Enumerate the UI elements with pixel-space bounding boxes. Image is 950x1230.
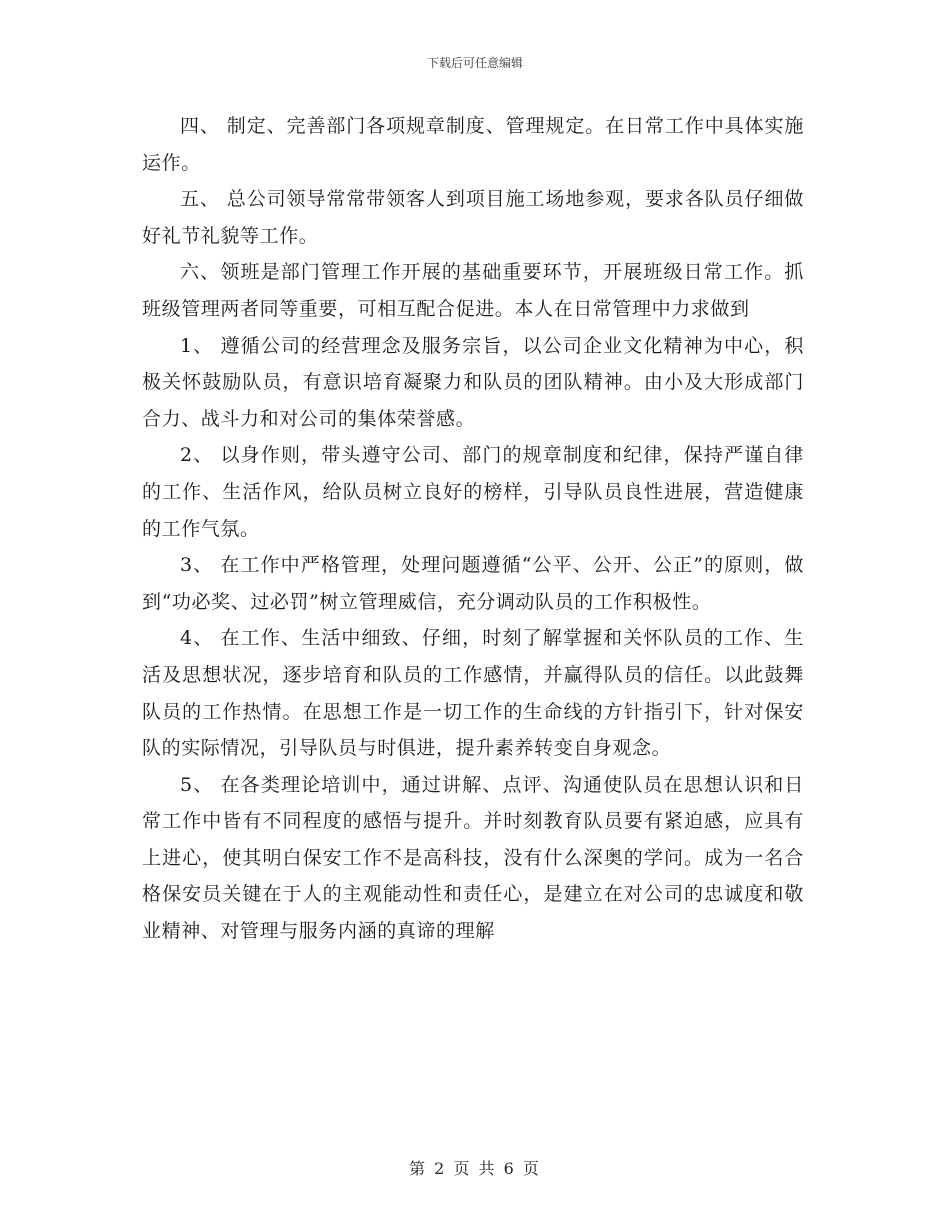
paragraph-item-5: 五、 总公司领导常常带领客人到项目施工场地参观，要求各队员仔细做好礼节礼貌等工作。	[142, 188, 804, 247]
document-body	[142, 108, 804, 950]
paragraph-sub-1: 1、 遵循公司的经营理念及服务宗旨，以公司企业文化精神为中心，积极关怀鼓励队员，有意识培育凝聚力和队员的团队精神。由小及大形成部门合力、战斗力和对公司的集体荣誉感。	[142, 334, 804, 430]
paragraph-sub-4: 4、 在工作、生活中细致、仔细，时刻了解掌握和关怀队员的工作、生活及思想状况，逐步培育和队员的工作感情，并赢得队员的信任。以此鼓舞队员的工作热情。在思想工作是一切工作的生命线的方针指引下，针对保安队的实际情况，引导队员与时俱进，提升素养转变自身观念。	[142, 627, 804, 760]
paragraph-sub-5: 5、 在各类理论培训中，通过讲解、点评、沟通使队员在思想认识和日常工作中皆有不同程度的感悟与提升。并时刻教育队员要有紧迫感，应具有上进心，使其明白保安工作不是高科技，没有什么深奥的学问。成为一名合格保安员关键在于人的主观能动性和责任心，是建立在对公司的忠诚度和敬业精神、对管理与服务内涵的真谛的理解	[142, 773, 804, 943]
page-header: 下载后可任意编辑	[426, 56, 523, 70]
paragraph-item-4: 四、 制定、完善部门各项规章制度、管理规定。在日常工作中具体实施运作。	[142, 115, 804, 174]
paragraph-item-6: 六、领班是部门管理工作开展的基础重要环节，开展班级日常工作。抓班级管理两者同等重要，可相互配合促进。本人在日常管理中力求做到	[142, 261, 804, 320]
paragraph-sub-3: 3、 在工作中严格管理，处理问题遵循“公平、公开、公正”的原则，做到“功必奖、过必罚”树立管理威信，充分调动队员的工作积极性。	[142, 554, 804, 613]
paragraph-sub-2: 2、 以身作则，带头遵守公司、部门的规章制度和纪律，保持严谨自律的工作、生活作风，给队员树立良好的榜样，引导队员良性进展，营造健康的工作气氛。	[142, 444, 804, 540]
page-number: 第 2 页 共 6 页	[409, 1159, 541, 1178]
